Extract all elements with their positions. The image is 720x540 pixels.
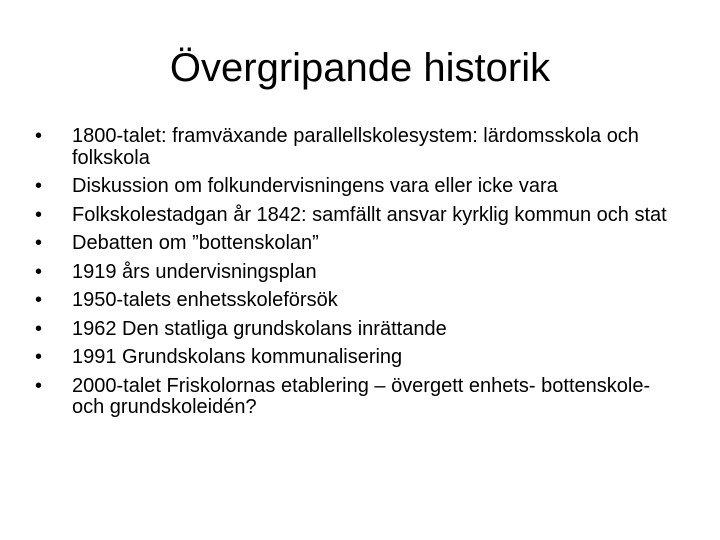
bullet-text: 1991 Grundskolans kommunalisering (72, 346, 403, 368)
bullet-icon: • (35, 346, 43, 368)
bullet-text: 1800-talet: framväxande parallellskolesystem: lärdomsskola och folkskola (72, 125, 639, 169)
bullet-icon: • (35, 125, 43, 147)
bullet-icon: • (35, 374, 43, 397)
bullet-item (35, 205, 685, 227)
bullet-text: Debatten om ”bottenskolan” (72, 232, 319, 254)
bullet-icon: • (35, 260, 43, 283)
bullet-item (35, 290, 685, 312)
bullet-text: 1950-talets enhetsskoleförsök (72, 289, 338, 311)
slide-title: Övergripande historik (169, 46, 551, 90)
bullet-text: Folkskolestadgan år 1842: samfällt ansvar kyrklig kommun och stat (72, 203, 667, 226)
bullet-text: 1919 års undervisningsplan (72, 260, 317, 283)
bullet-item (35, 176, 685, 198)
bullet-icon: • (35, 175, 43, 197)
bullet-item (35, 126, 685, 169)
bullet-text: Diskussion om folkundervisningens vara eller icke vara (72, 175, 558, 197)
bullet-item (35, 233, 685, 255)
bullet-icon: • (35, 317, 43, 340)
bullet-icon: • (35, 289, 43, 311)
bullet-item (35, 376, 685, 419)
bullet-icon: • (35, 203, 43, 226)
bullet-item (35, 347, 685, 369)
bullet-list (35, 126, 685, 426)
bullet-text: 1962 Den statliga grundskolans inrättande (72, 317, 447, 340)
bullet-text: 2000-talet Friskolornas etablering – övergett enhets- bottenskole- och grundskoleidén? (72, 374, 651, 418)
bullet-item (35, 319, 685, 341)
bullet-icon: • (35, 232, 43, 254)
bullet-item (35, 262, 685, 284)
